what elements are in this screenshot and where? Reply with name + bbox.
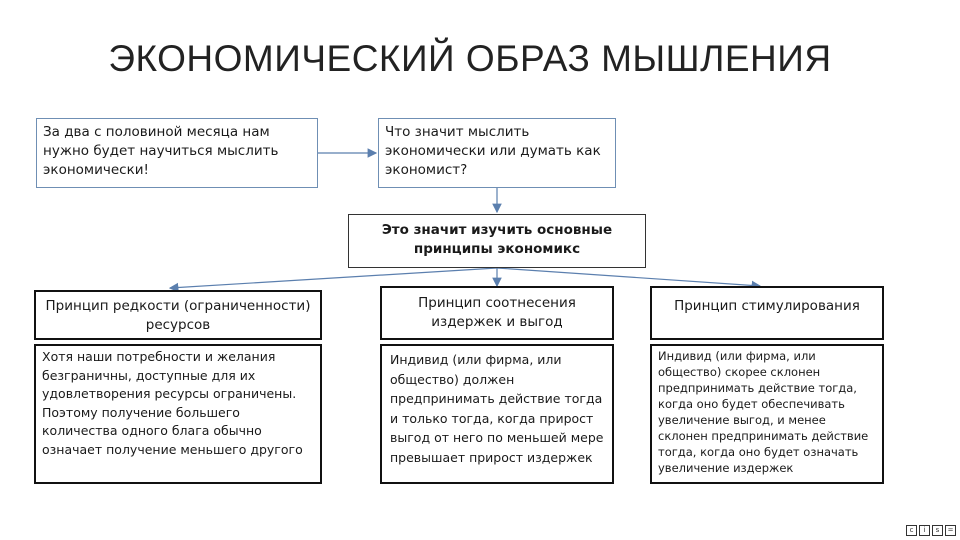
principle-heading-text: Принцип соотнесения издержек и выгод bbox=[418, 295, 576, 330]
share-icon: s bbox=[932, 525, 943, 536]
principle-heading-1 bbox=[34, 290, 322, 340]
person-icon: i bbox=[919, 525, 930, 536]
principle-body-text: Индивид (или фирма, или общество) должен предпринимать действие тогда и только тогда, когда прирост выгод от него по меньшей мере превышает прирост издержек bbox=[390, 352, 604, 465]
principle-heading-text: Принцип стимулирования bbox=[674, 298, 860, 314]
answer-text: Это значит изучить основные принципы экономикс bbox=[381, 222, 613, 257]
principle-heading-3 bbox=[650, 286, 884, 340]
principle-body-text: Хотя наши потребности и желания безграничны, доступные для их удовлетворения ресурсы ограничены. Поэтому получение большего количества одного блага обычно означает получение меньшего другого bbox=[42, 349, 303, 457]
principle-body-3 bbox=[650, 344, 884, 484]
statement-box bbox=[36, 118, 318, 188]
arrow-principle-1 bbox=[170, 268, 497, 288]
principle-body-2 bbox=[380, 344, 614, 484]
question-box bbox=[378, 118, 616, 188]
principle-body-text: Индивид (или фирма, или общество) скорее склонен предпринимать действие тогда, когда оно будет обеспечивать увеличение выгод, и менее склонен предпринимать действие тогда, когда оно будет означать увеличение издержек bbox=[658, 349, 869, 475]
question-text: Что значит мыслить экономически или думать как экономист? bbox=[385, 124, 601, 178]
arrow-principle-3 bbox=[497, 268, 760, 286]
page-title: ЭКОНОМИЧЕСКИЙ ОБРАЗ МЫШЛЕНИЯ bbox=[108, 38, 832, 79]
principle-body-1 bbox=[34, 344, 322, 484]
license-badge bbox=[906, 525, 956, 537]
nd-icon: = bbox=[945, 525, 956, 536]
answer-box bbox=[348, 214, 646, 268]
statement-text: За два с половиной месяца нам нужно будет научиться мыслить экономически! bbox=[43, 124, 279, 178]
principle-heading-text: Принцип редкости (ограниченности) ресурсов bbox=[45, 298, 311, 333]
principle-heading-2 bbox=[380, 286, 614, 340]
cc-icon: c bbox=[906, 525, 917, 536]
